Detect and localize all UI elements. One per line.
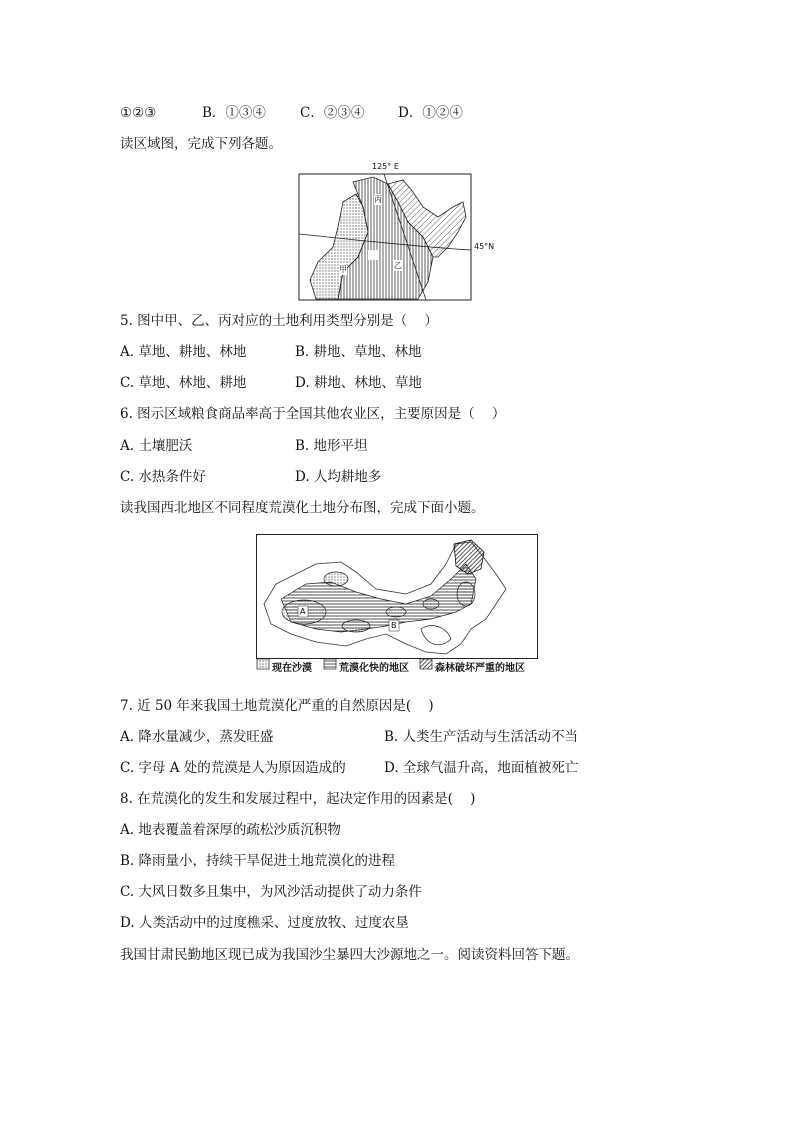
q8-option-d: D. 人类活动中的过度樵采、过度放牧、过度农垦 <box>120 915 409 931</box>
q8-option-c: C. 大风日数多且集中，为风沙活动提供了动力条件 <box>120 884 422 900</box>
q7-option-d: D. 全球气温升高，地面植被死亡 <box>384 760 579 776</box>
map-label-jia: 甲 <box>339 265 347 274</box>
q6-stem: 6. 图示区域粮食商品率高于全国其他农业区，主要原因是（ ） <box>120 406 506 422</box>
q4-option-d: D．①②④ <box>398 105 463 121</box>
northeast-region-map <box>298 162 503 302</box>
legend-current-desert: 现在沙漠 <box>272 663 312 674</box>
q7-option-a: A. 降水量减少，蒸发旺盛 <box>120 729 274 745</box>
q6-option-d: D. 人均耕地多 <box>295 469 382 485</box>
q5-option-b: B. 耕地、草地、林地 <box>295 344 422 360</box>
q8-option-b: B. 降雨量小，持续干旱促进土地荒漠化的进程 <box>120 853 396 869</box>
q4-option-c: C．②③④ <box>300 105 365 121</box>
intro-next: 我国甘肃民勤地区现已成为我国沙尘暴四大沙源地之一。阅读资料回答下题。 <box>120 947 579 963</box>
map-label-b: B <box>391 621 397 630</box>
q7-option-c: C. 字母 A 处的荒漠是人为原因造成的 <box>120 760 346 776</box>
legend-forest-damage: 森林破坏严重的地区 <box>435 663 525 674</box>
q6-option-c: C. 水热条件好 <box>120 469 206 485</box>
northwest-desertification-map <box>256 534 538 674</box>
latitude-label: 45°N <box>474 242 495 251</box>
q7-option-b: B. 人类生产活动与生活活动不当 <box>384 729 579 745</box>
q6-option-a: A. 土壤肥沃 <box>120 438 193 454</box>
map-label-bing: 丙 <box>374 195 382 204</box>
q6-option-b: B. 地形平坦 <box>295 438 368 454</box>
legend-fast-desertification: 荒漠化快的地区 <box>339 663 409 674</box>
longitude-label: 125° E <box>372 162 399 171</box>
q7-stem: 7. 近 50 年来我国土地荒漠化严重的自然原因是( ) <box>120 698 434 714</box>
intro-map2: 读我国西北地区不同程度荒漠化土地分布图，完成下面小题。 <box>120 500 485 516</box>
map-label-yi: 乙 <box>394 261 402 270</box>
q5-option-d: D. 耕地、林地、草地 <box>295 375 422 391</box>
map-label-a: A <box>300 607 306 616</box>
q5-stem: 5. 图中甲、乙、丙对应的土地利用类型分别是（ ） <box>120 313 438 329</box>
q4-option-b: B．①③④ <box>202 105 266 121</box>
q8-stem: 8. 在荒漠化的发生和发展过程中，起决定作用的因素是( ) <box>120 791 476 807</box>
q5-option-c: C. 草地、林地、耕地 <box>120 375 247 391</box>
q4-option-a: ①②③ <box>120 105 157 121</box>
q5-option-a: A. 草地、耕地、林地 <box>120 344 247 360</box>
intro-map1: 读区域图，完成下列各题。 <box>120 136 282 152</box>
q8-option-a: A. 地表覆盖着深厚的疏松沙质沉积物 <box>120 822 341 838</box>
